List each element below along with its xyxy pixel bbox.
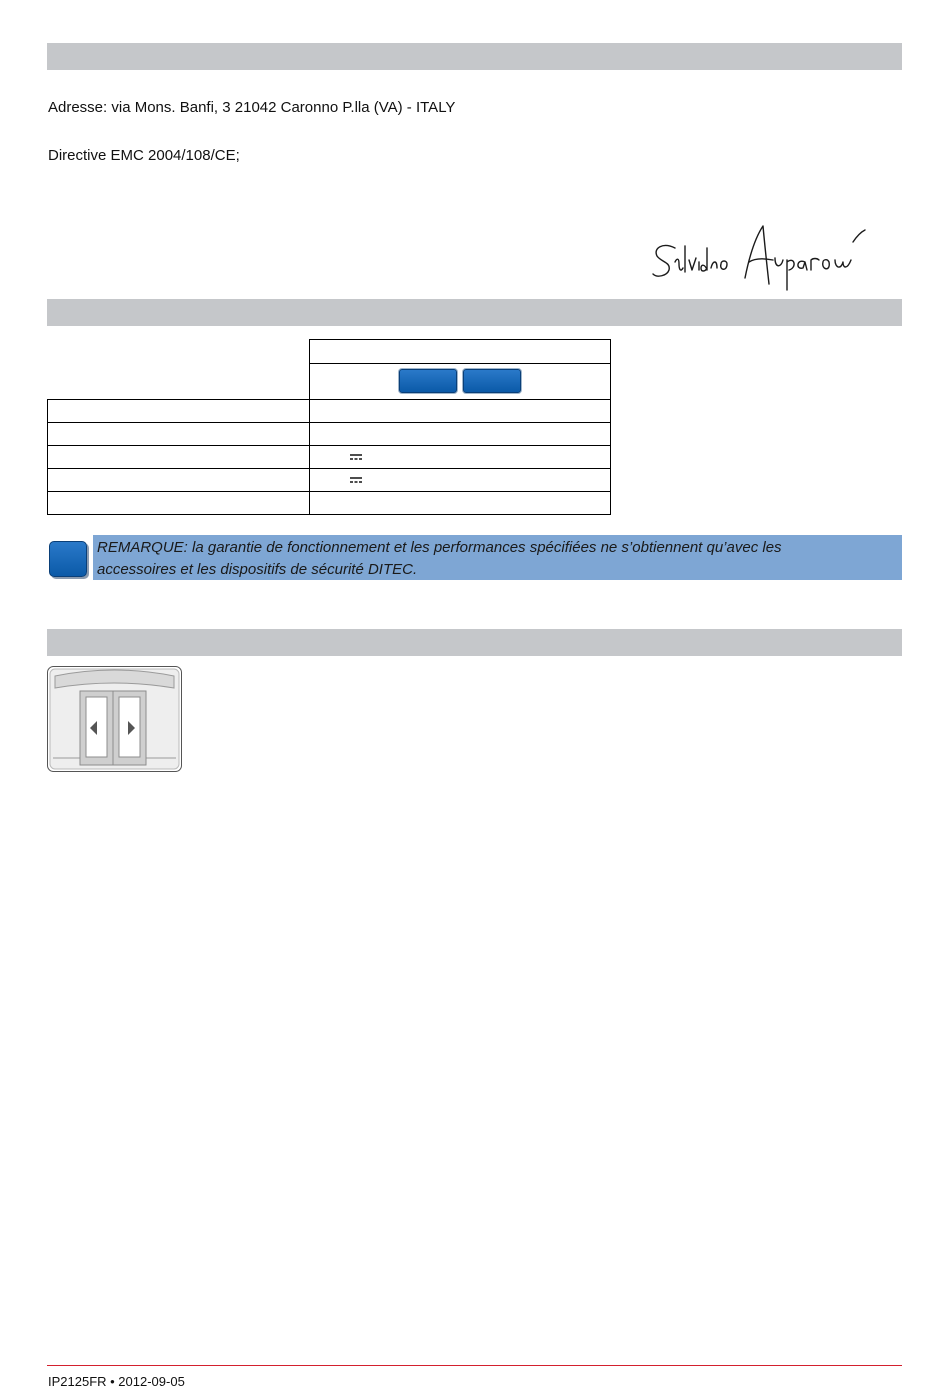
table-row-label xyxy=(47,468,310,492)
sliding-door-icon xyxy=(47,666,182,772)
table-row-value xyxy=(309,491,611,515)
footer-rule xyxy=(47,1365,902,1366)
manufacturer-address: Adresse: via Mons. Banfi, 3 21042 Caronno P.lla (VA) - ITALY xyxy=(48,99,456,116)
table-header-cell xyxy=(309,339,611,364)
model-badge-1 xyxy=(399,369,457,393)
table-row-label xyxy=(47,491,310,515)
model-badge-2 xyxy=(463,369,521,393)
section-header-bar xyxy=(47,299,902,326)
section-header-bar xyxy=(47,43,902,70)
table-model-cell xyxy=(309,363,611,400)
document-reference: IP2125FR • 2012-09-05 xyxy=(48,1374,185,1389)
signature-image xyxy=(645,218,870,293)
note-text xyxy=(97,537,902,581)
table-row-label xyxy=(47,422,310,446)
table-row-value xyxy=(309,422,611,446)
dc-current-symbol-icon xyxy=(349,476,363,484)
info-square-icon xyxy=(49,541,87,577)
table-row-label xyxy=(47,399,310,423)
dc-current-symbol-icon xyxy=(349,453,363,461)
note-line-1: REMARQUE: la garantie de fonctionnement et les performances spécifiées ne s’obtiennent qu’avec les xyxy=(97,539,782,556)
note-line-2: accessoires et les dispositifs de sécurité DITEC. xyxy=(97,561,418,578)
directive-reference: Directive EMC 2004/108/CE; xyxy=(48,147,240,164)
table-row-value xyxy=(309,399,611,423)
section-header-bar xyxy=(47,629,902,656)
table-row-label xyxy=(47,445,310,469)
